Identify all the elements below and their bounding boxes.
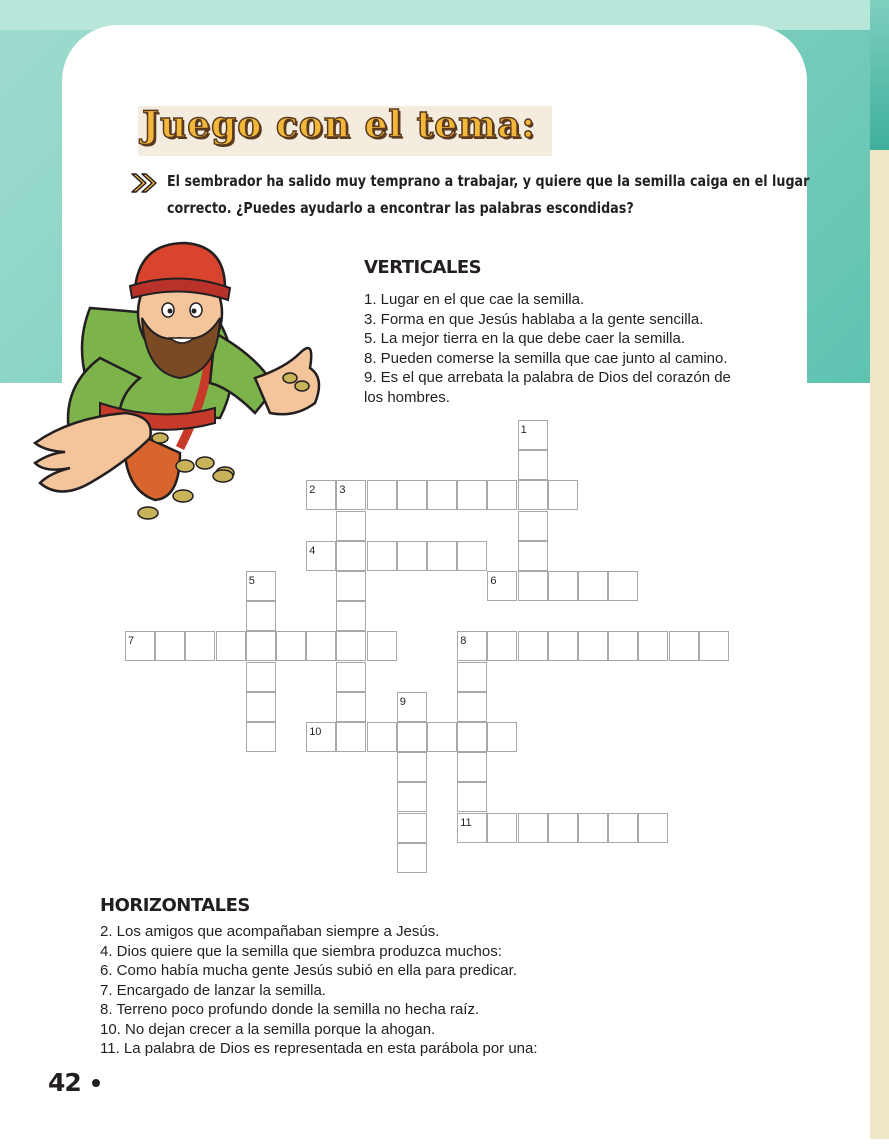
crossword-cell[interactable]: [487, 813, 517, 843]
crossword-clue-number: 1: [520, 424, 527, 436]
crossword-cell[interactable]: [336, 601, 366, 631]
crossword-cell[interactable]: [608, 813, 638, 843]
crossword-cell[interactable]: [518, 450, 548, 480]
crossword-clue-number: 7: [128, 635, 135, 648]
crossword-cell[interactable]: [397, 541, 427, 571]
crossword-cell[interactable]: [638, 631, 668, 661]
crossword-cell[interactable]: [427, 541, 457, 571]
crossword-cell[interactable]: [608, 571, 638, 601]
sower-illustration: [30, 238, 350, 528]
crossword-cell[interactable]: [578, 813, 608, 843]
crossword-cell[interactable]: [246, 722, 276, 752]
crossword-cell[interactable]: [669, 631, 699, 661]
crossword-cell[interactable]: [578, 571, 608, 601]
crossword-cell[interactable]: [246, 631, 276, 661]
horizontal-clue: 11. La palabra de Dios es representada en esta parábola por una:: [100, 1040, 538, 1057]
crossword-cell[interactable]: [336, 511, 366, 541]
crossword-cell[interactable]: [155, 631, 185, 661]
horizontal-clue: 4. Dios quiere que la semilla que siembra produzca muchos:: [100, 942, 502, 960]
crossword-cell[interactable]: [518, 571, 548, 601]
crossword-cell[interactable]: [367, 480, 397, 510]
crossword-clue-number: 6: [490, 575, 497, 587]
crossword-cell[interactable]: [548, 480, 578, 510]
crossword-cell[interactable]: [457, 480, 487, 510]
crossword-cell[interactable]: [336, 692, 366, 722]
crossword-cell[interactable]: [397, 752, 427, 782]
vertical-clue: 3. Forma en que Jesús hablaba a la gente sencilla.: [364, 310, 704, 328]
crossword-cell[interactable]: [548, 571, 578, 601]
crossword-cell[interactable]: [518, 511, 548, 541]
crossword-clue-number: 9: [399, 695, 406, 708]
crossword-cell[interactable]: [548, 813, 578, 843]
crossword-cell[interactable]: [427, 722, 457, 752]
page-title: Juego con el tema:: [142, 104, 536, 146]
crossword-cell[interactable]: [397, 813, 427, 843]
vertical-clue: 1. Lugar en el que cae la semilla.: [364, 291, 585, 308]
crossword-cell[interactable]: [457, 752, 487, 782]
crossword-cell[interactable]: [397, 722, 427, 752]
crossword-cell[interactable]: [518, 480, 548, 510]
crossword-cell[interactable]: [336, 662, 366, 692]
crossword-clue-number: 4: [309, 544, 316, 557]
crossword-cell[interactable]: [427, 480, 457, 510]
crossword-cell[interactable]: [487, 631, 517, 661]
crossword-cell[interactable]: [216, 631, 246, 661]
crossword-cell[interactable]: [518, 541, 548, 571]
crossword-cell[interactable]: [276, 631, 306, 661]
horizontales-clues: [100, 922, 538, 1059]
crossword-clue-number: 10: [309, 726, 322, 738]
crossword-cell[interactable]: [518, 813, 548, 843]
crossword-clue-number: 11: [460, 816, 472, 829]
vertical-clue: 5. La mejor tierra en la que debe caer la semilla.: [364, 330, 686, 347]
crossword-cell[interactable]: [336, 541, 366, 571]
crossword-cell[interactable]: [578, 631, 608, 661]
crossword-cell[interactable]: [367, 631, 397, 661]
horizontal-clue: 7. Encargado de lanzar la semilla.: [100, 981, 326, 999]
crossword-cell[interactable]: [487, 722, 517, 752]
horizontal-clue: 10. No dejan crecer a la semilla porque la ahogan.: [100, 1020, 436, 1038]
verticales-clues: [364, 290, 731, 407]
crossword-cell[interactable]: [246, 662, 276, 692]
page-edge-strip: [870, 0, 889, 1139]
crossword-cell[interactable]: [638, 813, 668, 843]
crossword-cell[interactable]: [699, 631, 729, 661]
instructions-line-1: El sembrador ha salido muy temprano a trabajar, y quiere que la semilla caiga en el lugar: [167, 172, 810, 190]
crossword-cell[interactable]: [457, 692, 487, 722]
horizontal-clue: 2. Los amigos que acompañaban siempre a Jesús.: [100, 923, 440, 940]
crossword-cell[interactable]: [518, 631, 548, 661]
verticales-heading: VERTICALES: [364, 257, 482, 278]
double-chevron-icon: [130, 172, 160, 194]
horizontal-clue: 6. Como había mucha gente Jesús subió en ella para predicar.: [100, 962, 517, 979]
crossword-cell[interactable]: [457, 722, 487, 752]
crossword-cell[interactable]: [457, 541, 487, 571]
crossword-cell[interactable]: [306, 631, 336, 661]
page-edge-strip-top: [870, 0, 889, 150]
crossword-clue-number: 3: [339, 484, 346, 497]
crossword-cell[interactable]: [608, 631, 638, 661]
crossword-cell[interactable]: [336, 722, 366, 752]
horizontal-clue: 8. Terreno poco profundo donde la semilla no hecha raíz.: [100, 1001, 480, 1018]
crossword-cell[interactable]: [457, 662, 487, 692]
page-number: 42: [48, 1068, 81, 1097]
crossword-cell[interactable]: [336, 631, 366, 661]
crossword-cell[interactable]: [185, 631, 215, 661]
crossword-cell[interactable]: [487, 480, 517, 510]
crossword-cell[interactable]: [367, 541, 397, 571]
horizontales-heading: HORIZONTALES: [100, 895, 250, 916]
crossword-cell[interactable]: [246, 601, 276, 631]
crossword-cell[interactable]: [457, 782, 487, 812]
crossword-cell[interactable]: [397, 782, 427, 812]
vertical-clue: 9. Es el que arrebata la palabra de Dios del corazón de: [364, 369, 731, 386]
instructions: [167, 168, 810, 222]
crossword-cell[interactable]: [246, 692, 276, 722]
page-number-bullet: [92, 1079, 100, 1087]
crossword-cell[interactable]: [397, 843, 427, 873]
vertical-clue: los hombres.: [364, 388, 450, 406]
crossword-cell[interactable]: [397, 480, 427, 510]
crossword-cell[interactable]: [367, 722, 397, 752]
crossword-clue-number: 8: [460, 635, 467, 648]
crossword-cell[interactable]: [336, 571, 366, 601]
crossword-cell[interactable]: [548, 631, 578, 661]
crossword-clue-number: 5: [248, 575, 255, 587]
vertical-clue: 8. Pueden comerse la semilla que cae junto al camino.: [364, 349, 728, 367]
crossword-clue-number: 2: [309, 484, 316, 497]
instructions-line-2: correcto. ¿Puedes ayudarlo a encontrar las palabras escondidas?: [167, 199, 634, 217]
